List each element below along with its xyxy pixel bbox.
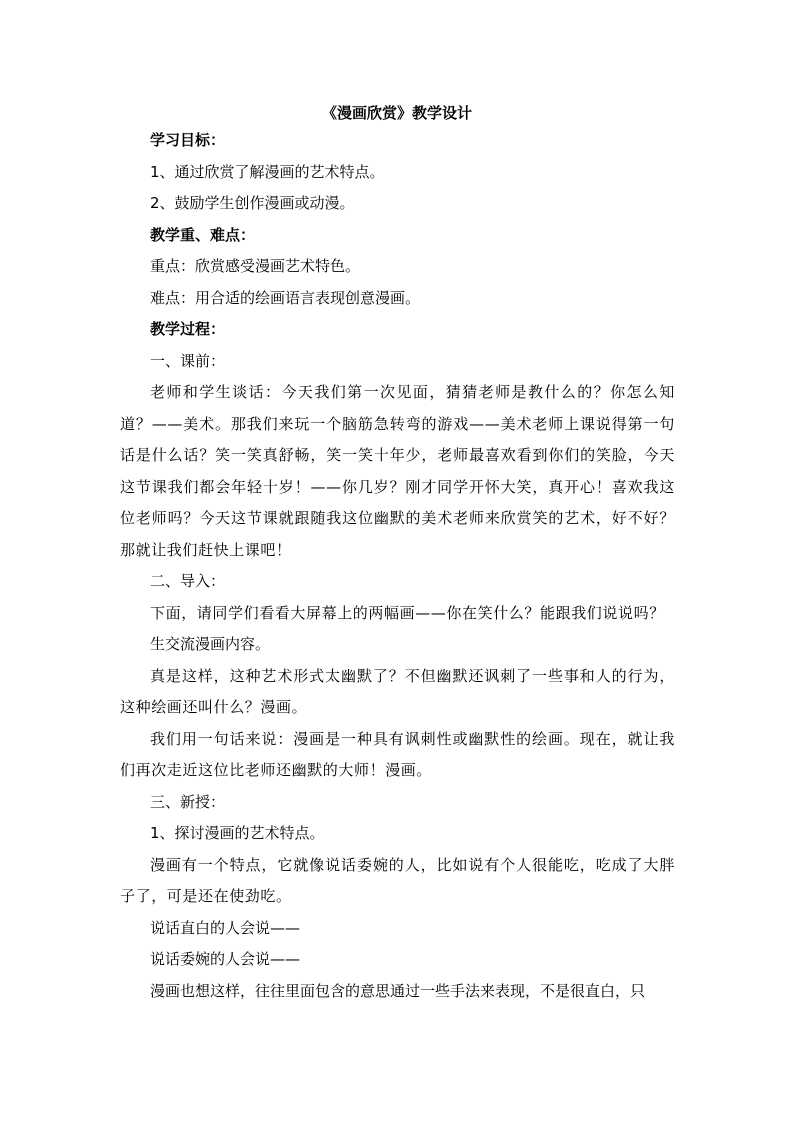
key-point: 重点：欣赏感受漫画艺术特色。 (150, 257, 361, 275)
goal-item-2: 2、鼓励学生创作漫画或动漫。 (150, 194, 355, 212)
paragraph-pre-class-dialogue: 老师和学生谈话：今天我们第一次见面，猜猜老师是教什么的？你怎么知道？——美术。那我们来玩一个脑筋急转弯的游戏——美术老师上课说得第一句话是什么话？笑一笑真舒畅，笑一笑十年少，老师最喜欢看到你们的笑脸，今天这节课我们都会年轻十岁！——你几岁？刚才同学开怀大笑，真开心！喜欢我这位老师吗？今天这节课就跟随我这位幽默的美术老师来欣赏笑的艺术，好不好？那就让我们赶快上课吧！ (120, 383, 675, 559)
document-title: 《漫画欣赏》教学设计 (321, 104, 472, 122)
goal-item-1: 1、通过欣赏了解漫画的艺术特点。 (150, 162, 385, 181)
difficult-point: 难点：用合适的绘画语言表现创意漫画。 (150, 288, 421, 307)
subsection-art-features: 1、探讨漫画的艺术特点。 (150, 824, 325, 842)
section-new-lesson: 三、新授： (150, 792, 226, 811)
heading-learning-goals: 学习目标： (150, 131, 226, 149)
paragraph-definition: 我们用一句话来说：漫画是一种具有讽刺性或幽默性的绘画。现在，就让我们再次走近这位比老师还幽默的大师！漫画。 (120, 729, 675, 779)
section-introduction: 二、导入： (150, 572, 226, 590)
paragraph-comic-technique: 漫画也想这样，往往里面包含的意思通过一些手法来表现，不是很直白，只 (150, 981, 646, 1000)
paragraph-feature-example: 漫画有一个特点，它就像说话委婉的人，比如说有个人很能吃，吃成了大胖子了，可是还在使劲吃。 (120, 855, 675, 905)
heading-key-points: 教学重、难点： (150, 225, 256, 244)
line-direct-speaker: 说话直白的人会说—— (150, 918, 301, 937)
line-tactful-speaker: 说话委婉的人会说—— (150, 950, 301, 968)
document-body (120, 125, 675, 1007)
section-pre-class: 一、课前： (150, 351, 226, 370)
paragraph-intro-question: 下面，请同学们看看大屏幕上的两幅画——你在笑什么？能跟我们说说吗？ (150, 603, 665, 622)
paragraph-art-form: 真是这样，这种艺术形式太幽默了？不但幽默还讽刺了一些事和人的行为，这种绘画还叫什么？漫画。 (120, 666, 675, 716)
paragraph-student-exchange: 生交流漫画内容。 (150, 635, 271, 653)
heading-teaching-process: 教学过程： (150, 320, 226, 338)
